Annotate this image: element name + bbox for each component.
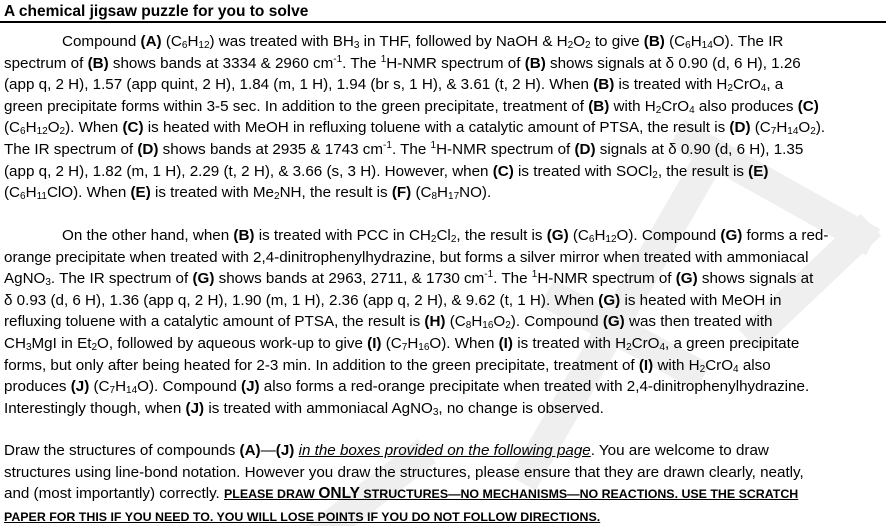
text-line: Compound (A) $(C_6H_{12})$ was treated with $BH_3$ in THF, followed by NaOH & $H_2O_2$ to give (B) $(C_6H_{14}O)$. The IR — [62, 33, 784, 51]
text-line: $CH_3MgI$ in $Et_2O$, followed by aqueous work-up to give (I) $(C_7H_{16}O)$. When (I) is treated with $H_2CrO_4$, a green precipitate — [4, 334, 800, 353]
instructions-paragraph — [4, 440, 884, 528]
text-line: The IR spectrum of (D) shows bands at 2935 & 1743 $cm^{-1}$. The $^1$H-NMR spectrum of (D) signals at δ 0.90 (d, 6 H), 1.35 — [4, 139, 804, 158]
text-line: refluxing toluene with a catalytic amount of PTSA, the result is (H) $(C_8H_{16}O_2)$. Compound (G) was then treated with — [4, 313, 773, 332]
text-line: On the other hand, when (B) is treated with PCC in $CH_2Cl_2$, the result is (G) $(C_6H_{12}O)$. Compound (G) forms a red- — [62, 227, 829, 245]
instruction-line: and (most importantly) correctly. PLEASE DRAW ONLY STRUCTURES—NO MECHANISMS—NO REACTIONS. USE THE SCRATCH — [4, 485, 799, 503]
paragraph-compounds-a-to-f — [4, 31, 884, 204]
text-line: $(C_6H_{12}O_2)$. When (C) is heated with MeOH in refluxing toluene with a catalytic amount of PTSA, the result is (D) $(C_7H_{14}O_2)$. — [4, 119, 826, 138]
text-line: (app q, 2 H), 1.57 (app quint, 2 H), 1.84 (m, 1 H), 1.94 (br s, 1 H), & 3.61 (t, 2 H). When (B) is treated with $H_2CrO_4$, a — [4, 76, 784, 95]
text-line: AgNO$_3$. The IR spectrum of (G) shows bands at 2963, 2711, & 1730 $cm^{-1}$. The $^1$H-NMR spectrum of (G) shows signals at — [4, 269, 814, 289]
text-line: green precipitate forms within 3-5 sec. In addition to the green precipitate, treatment of (B) with $H_2CrO_4$ also produces (C) — [4, 97, 819, 116]
text-line: $(C_6H_{11}ClO)$. When (E) is treated with $Me_2NH$, the result is (F) $(C_8H_{17}NO)$. — [4, 184, 492, 203]
text-line: orange precipitate when treated with 2,4-dinitrophenylhydrazine, but forms a silver mirror when treated with ammoniacal — [4, 248, 809, 266]
text-line: produces (J) $(C_7H_{14}O)$. Compound (J) also forms a red-orange precipitate when treated with 2,4-dinitrophenylhydrazine. — [4, 378, 810, 397]
paragraph-compounds-g-to-j — [4, 225, 884, 419]
text-line: Interestingly though, when (J) is treated with ammoniacal AgNO$_3$, no change is observed. — [4, 399, 604, 418]
text-line: spectrum of (B) shows bands at 3334 & 2960 $cm^{-1}$. The $^1$H-NMR spectrum of (B) shows signals at δ 0.90 (d, 6 H), 1.26 — [4, 53, 801, 72]
text-line: (app q, 2 H), 1.82 (m, 1 H), 2.29 (t, 2 H), & 3.66 (s, 3 H). However, when (C) is treated with SOCl$_2$, the result is (E) — [4, 162, 769, 181]
text-line: forms, but only after being heated for 2-3 min. In addition to the green precipitate, treatment of (I) with $H_2CrO_4$ also — [4, 356, 771, 375]
instruction-line: PAPER FOR THIS IF YOU NEED TO. YOU WILL LOSE POINTS IF YOU DO NOT FOLLOW DIRECTIONS. — [4, 509, 601, 524]
page-title: A chemical jigsaw puzzle for you to solve — [4, 3, 309, 20]
instruction-line: Draw the structures of compounds (A)—(J) in the boxes provided on the following page. You are welcome to draw — [4, 442, 769, 459]
text-line: δ 0.93 (d, 6 H), 1.36 (app q, 2 H), 1.90 (m, 1 H), 2.36 (app q, 2 H), & 9.62 (t, 1 H). When (G) is heated with MeOH in — [4, 291, 782, 309]
header-bar — [0, 0, 886, 23]
instruction-line: structures using line-bond notation. However you draw the structures, please ensure that they are drawn clearly, neatly, — [4, 463, 804, 481]
